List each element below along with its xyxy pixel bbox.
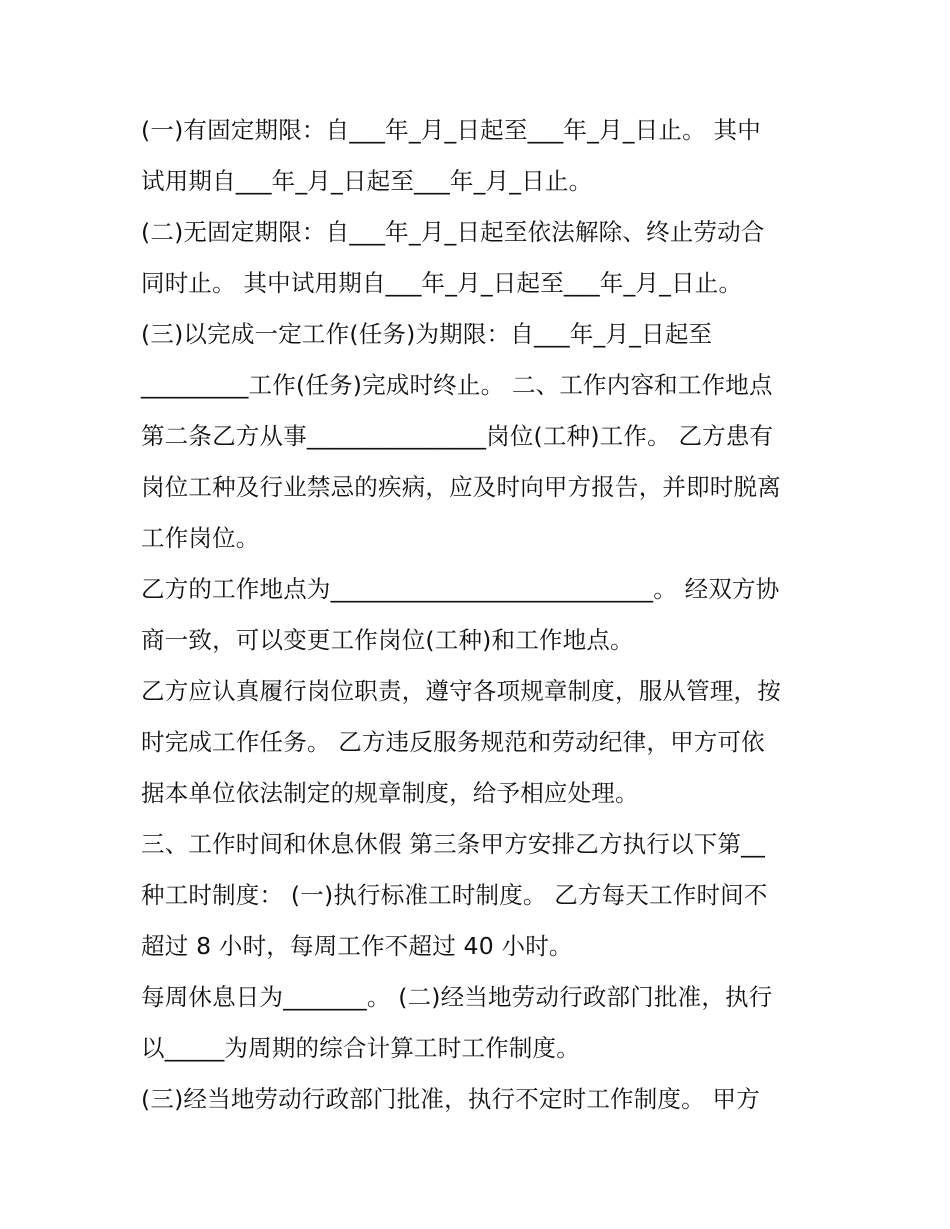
text-line-2: 试用期自___年_月_日起至___年_月_日止。 — [141, 167, 593, 195]
text-line-7: 第二条乙方从事_______________岗位(工种)工作。 乙方患有 — [141, 422, 774, 450]
text-line-10: 乙方的工作地点为___________________________。 经双方协 — [141, 575, 780, 603]
text-line-16: 种工时制度： (一)执行标准工时制度。 乙方每天工作时间不 — [141, 881, 768, 909]
text-line-6: _________工作(任务)完成时终止。 二、工作内容和工作地点 — [141, 371, 773, 399]
text-line-20: (三)经当地劳动行政部门批准，执行不定时工作制度。 甲方 — [141, 1085, 760, 1113]
text-line-11: 商一致，可以变更工作岗位(工种)和工作地点。 — [141, 626, 634, 654]
text-line-19: 以_____为周期的综合计算工时工作制度。 — [141, 1034, 580, 1062]
text-line-14: 据本单位依法制定的规章制度，给予相应处理。 — [141, 779, 639, 807]
text-line-17: 超过 8 小时，每周工作不超过 40 小时。 — [141, 932, 573, 960]
text-line-13: 时完成工作任务。 乙方违反服务规范和劳动纪律，甲方可依 — [141, 728, 765, 756]
text-line-1: (一)有固定期限：自___年_月_日起至___年_月_日止。 其中 — [141, 116, 761, 144]
contract-text — [141, 105, 821, 1125]
text-line-4: 同时止。 其中试用期自___年_月_日起至___年_月_日止。 — [141, 269, 743, 297]
text-line-9: 工作岗位。 — [141, 524, 260, 552]
text-line-12: 乙方应认真履行岗位职责，遵守各项规章制度，服从管理，按 — [141, 677, 781, 705]
text-line-18: 每周休息日为_______。 (二)经当地劳动行政部门批准，执行 — [141, 983, 773, 1011]
text-line-5: (三)以完成一定工作(任务)为期限：自___年_月_日起至 — [141, 320, 713, 348]
text-line-8: 岗位工种及行业禁忌的疾病，应及时向甲方报告，并即时脱离 — [141, 473, 781, 501]
text-line-3: (二)无固定期限：自___年_月_日起至依法解除、终止劳动合 — [141, 218, 765, 246]
text-line-15: 三、工作时间和休息休假 第三条甲方安排乙方执行以下第__ — [141, 830, 766, 858]
